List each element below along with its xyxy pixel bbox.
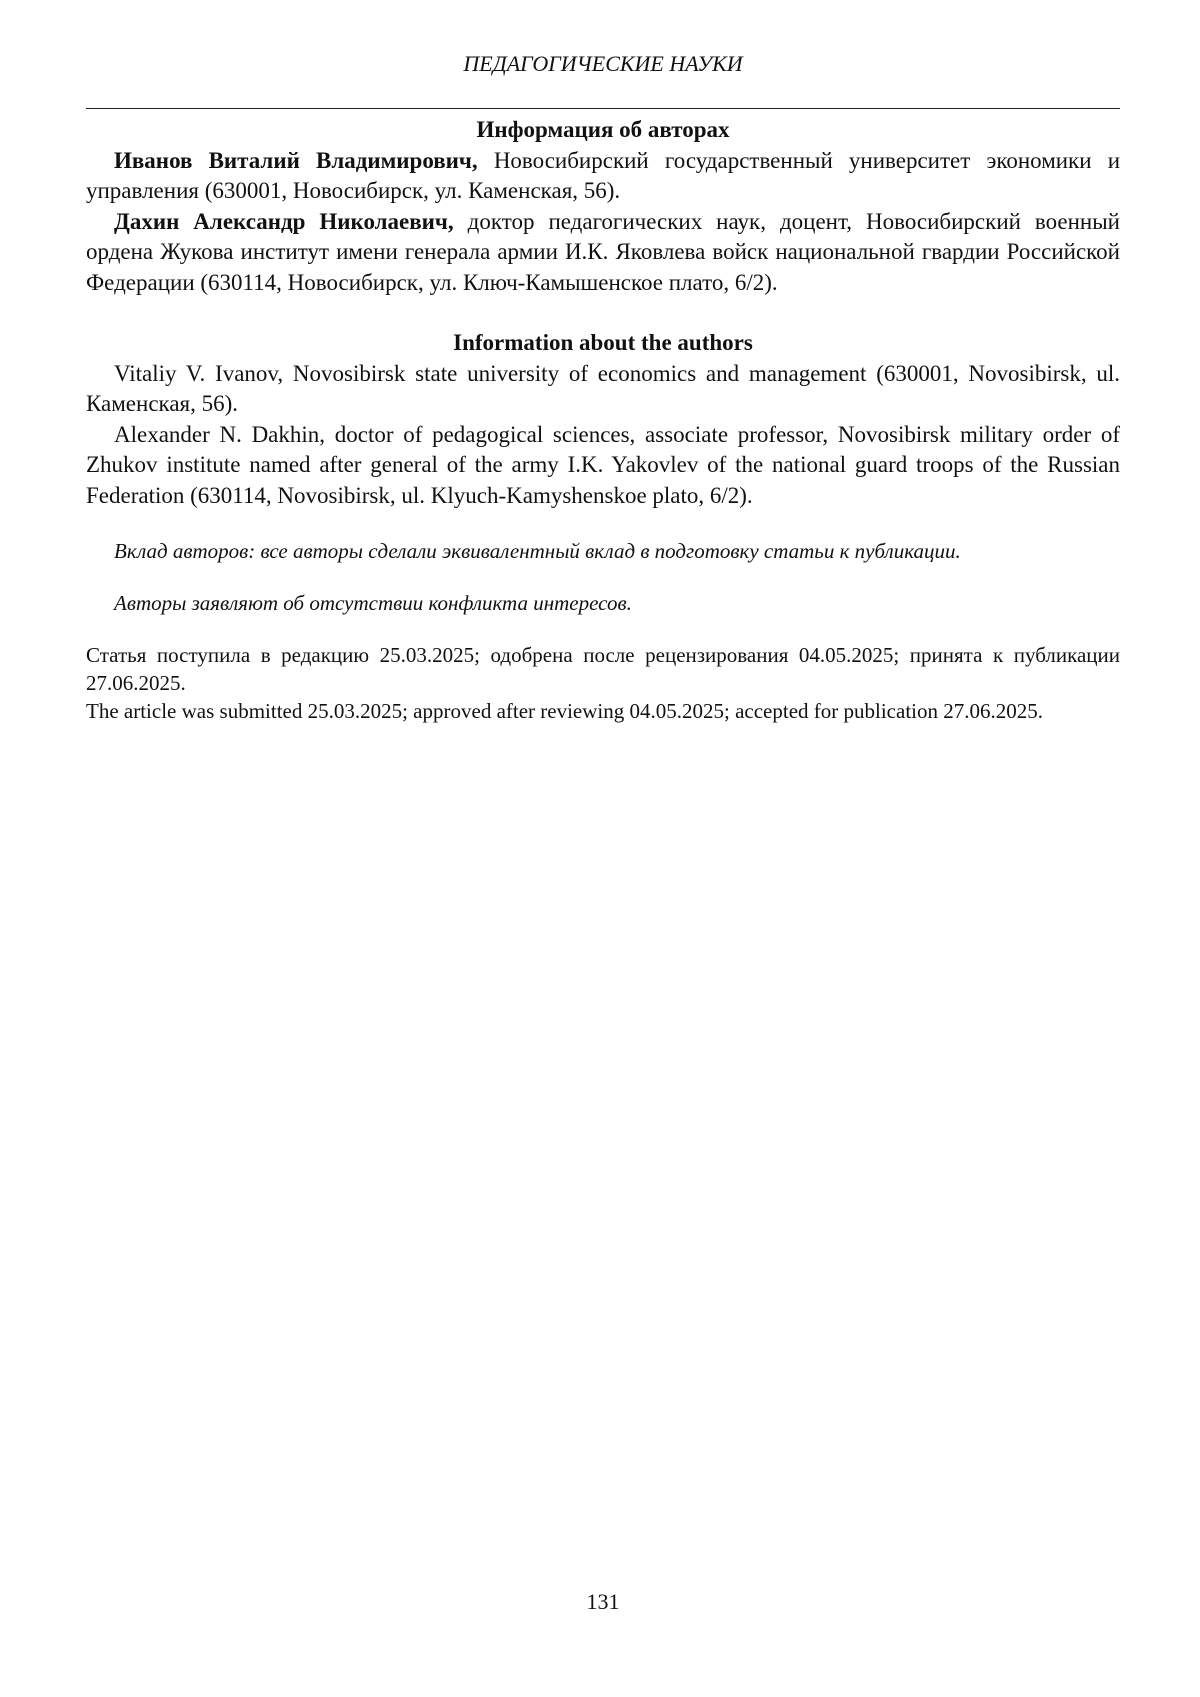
dates-en: The article was submitted 25.03.2025; approved after reviewing 04.05.2025; accepted for publication 27.06.2025. bbox=[86, 699, 1043, 723]
ru-authors-heading: Информация об авторах bbox=[476, 117, 730, 142]
ru-author-dakhin-name: Дахин Александр Николаевич, bbox=[114, 208, 454, 234]
contribution-note: Вклад авторов: все авторы сделали эквивалентный вклад в подготовку статьи к публикации. bbox=[114, 539, 961, 563]
ru-author-dakhin bbox=[86, 207, 1120, 299]
ru-author-dakhin-details: доктор педагогических наук, доцент, Новосибирский военный ордена Жукова институт имени генерала армии И.К. Яковлева войск национальной гвардии Российской Федерации (630114, Новосибирск, ул. Ключ-Камышенское плато, 6/2). bbox=[86, 208, 1120, 295]
ru-author-ivanov bbox=[86, 146, 1120, 207]
spacer bbox=[86, 565, 1120, 589]
header-divider bbox=[86, 108, 1120, 109]
ru-author-ivanov-details: Новосибирский государственный университет экономики и управления (630001, Новосибирск, ул. Каменская, 56). bbox=[86, 147, 1120, 203]
page-number: 131 bbox=[586, 1589, 620, 1614]
dates-ru: Статья поступила в редакцию 25.03.2025; одобрена после рецензирования 04.05.2025; принята к публикации 27.06.2025. bbox=[86, 643, 1120, 695]
running-header: ПЕДАГОГИЧЕСКИЕ НАУКИ bbox=[463, 51, 743, 76]
en-author-ivanov: Vitaliy V. Ivanov, Novosibirsk state university of economics and management (630001, Novosibirsk, ul. Каменская, 56). bbox=[86, 360, 1120, 416]
spacer bbox=[86, 298, 1120, 328]
en-author-dakhin: Alexander N. Dakhin, doctor of pedagogical sciences, associate professor, Novosibirsk military order of Zhukov institute named after general of the army I.K. Yakovlev of the national guard troops of the Russian Federation (630114, Novosibirsk, ul. Klyuch-Kamyshenskoe plato, 6/2). bbox=[86, 421, 1120, 508]
spacer bbox=[86, 511, 1120, 537]
ru-author-ivanov-name: Иванов Виталий Владимирович, bbox=[114, 147, 478, 173]
en-authors-heading: Information about the authors bbox=[453, 330, 753, 355]
article-content bbox=[86, 115, 1120, 725]
conflict-note: Авторы заявляют об отсутствии конфликта интересов. bbox=[114, 591, 632, 615]
spacer bbox=[86, 617, 1120, 641]
